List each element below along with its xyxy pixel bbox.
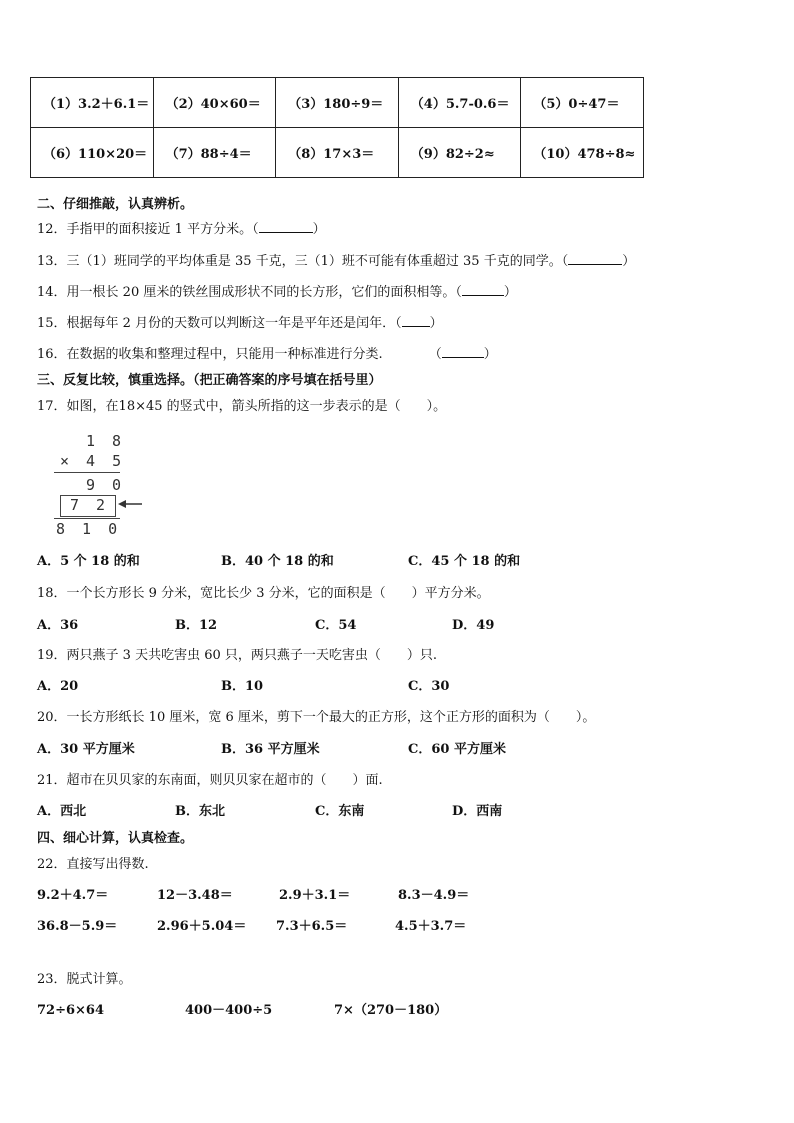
- divider-line: [54, 472, 120, 473]
- calc-item: 72÷6×64: [37, 1003, 105, 1018]
- option-b[interactable]: B．36 平方厘米: [221, 742, 320, 757]
- question-19: 19．两只燕子 3 天共吃害虫 60 只，两只燕子一天吃害虫（ ）只.: [37, 648, 438, 663]
- table-cell: （4）5.7-0.6＝: [398, 78, 521, 128]
- calc-item: 7×（270－180）: [334, 1003, 448, 1018]
- calc-item: 8.3－4.9＝: [398, 888, 470, 903]
- table-cell: （3）180÷9＝: [276, 78, 399, 128]
- question-18: 18．一个长方形长 9 分米，宽比长少 3 分米，它的面积是（ ）平方分米。: [37, 586, 490, 601]
- option-c[interactable]: C．45 个 18 的和: [408, 554, 521, 569]
- question-21: 21．超市在贝贝家的东南面，则贝贝家在超市的（ ）面.: [37, 773, 383, 788]
- question-text: 12．手指甲的面积接近 1 平方分米。（: [37, 222, 259, 237]
- question-16: 16．在数据的收集和整理过程中，只能用一种标准进行分类. （ ）: [37, 347, 497, 362]
- vertical-multiplication-figure: [48, 432, 148, 542]
- calc-item: 2.9＋3.1＝: [279, 888, 351, 903]
- answer-blank[interactable]: [462, 284, 504, 296]
- option-a[interactable]: A．西北: [37, 804, 87, 819]
- question-17: 17．如图，在18×45 的竖式中，箭头所指的这一步表示的是（ ）。: [37, 399, 447, 414]
- table-cell: （7）88÷4＝: [153, 128, 276, 178]
- question-13: 13．三（1）班同学的平均体重是 35 千克，三（1）班不可能有体重超过 35 千克的同学。（ ）: [37, 254, 636, 269]
- option-a[interactable]: A．5 个 18 的和: [37, 554, 140, 569]
- table-cell: （6）110×20＝: [31, 128, 154, 178]
- option-a[interactable]: A．36: [37, 618, 79, 633]
- answer-blank[interactable]: [259, 221, 313, 233]
- calc-item: 9.2＋4.7＝: [37, 888, 109, 903]
- option-c[interactable]: C．30: [408, 679, 450, 694]
- calc-item: 4.5＋3.7＝: [395, 919, 467, 934]
- option-b[interactable]: B．东北: [175, 804, 225, 819]
- table-row: [31, 78, 644, 128]
- table-cell: （8）17×3＝: [276, 128, 399, 178]
- option-c[interactable]: C．东南: [315, 804, 365, 819]
- section-title-4: 四、细心计算，认真检查。: [37, 831, 194, 846]
- question-text: 13．三（1）班同学的平均体重是 35 千克，三（1）班不可能有体重超过 35 千克的同学。（: [37, 254, 569, 269]
- option-b[interactable]: B．10: [221, 679, 264, 694]
- question-text: 15．根据每年 2 月份的天数可以判断这一年是平年还是闰年．（: [37, 316, 402, 331]
- question-23: 23．脱式计算。: [37, 972, 132, 987]
- table-row: [31, 128, 644, 178]
- final-product: 8 1 0: [56, 520, 122, 538]
- calc-item: 12－3.48＝: [157, 888, 233, 903]
- calc-item: 36.8－5.9＝: [37, 919, 118, 934]
- option-b[interactable]: B．12: [175, 618, 218, 633]
- arrow-left-icon: [118, 498, 144, 510]
- multiplier: × 4 5: [60, 452, 126, 470]
- question-22: 22．直接写出得数.: [37, 857, 149, 872]
- table-cell: （1）3.2＋6.1＝: [31, 78, 154, 128]
- question-14: 14．用一根长 20 厘米的铁丝围成形状不同的长方形，它们的面积相等。（ ）: [37, 285, 517, 300]
- partial-product-2: 7 2: [70, 496, 110, 514]
- option-a[interactable]: A．30 平方厘米: [37, 742, 135, 757]
- option-d[interactable]: D．49: [452, 618, 495, 633]
- calc-item: 400－400÷5: [185, 1003, 273, 1018]
- table-cell: （10）478÷8≈: [521, 128, 644, 178]
- partial-product-1: 9 0: [86, 476, 126, 494]
- option-c[interactable]: C．60 平方厘米: [408, 742, 506, 757]
- table-cell: （2）40×60＝: [153, 78, 276, 128]
- answer-blank[interactable]: [402, 315, 430, 327]
- option-d[interactable]: D．西南: [452, 804, 503, 819]
- table-cell: （5）0÷47＝: [521, 78, 644, 128]
- divider-line: [54, 518, 120, 519]
- calc-item: 2.96＋5.04＝: [157, 919, 247, 934]
- option-b[interactable]: B．40 个 18 的和: [221, 554, 334, 569]
- answer-blank[interactable]: [568, 253, 622, 265]
- calc-table: [30, 77, 644, 178]
- question-20: 20．一长方形纸长 10 厘米，宽 6 厘米，剪下一个最大的正方形，这个正方形的面积为（ ）。: [37, 710, 596, 725]
- answer-blank[interactable]: [442, 346, 484, 358]
- question-text: 14．用一根长 20 厘米的铁丝围成形状不同的长方形，它们的面积相等。（: [37, 285, 462, 300]
- section-title-2: 二、仔细推敲，认真辨析。: [37, 197, 194, 212]
- question-15: 15．根据每年 2 月份的天数可以判断这一年是平年还是闰年．（ ）: [37, 316, 443, 331]
- option-c[interactable]: C．54: [315, 618, 357, 633]
- question-text: 16．在数据的收集和整理过程中，只能用一种标准进行分类.: [37, 347, 383, 362]
- multiplicand: 1 8: [86, 432, 126, 450]
- section-title-3: 三、反复比较，慎重选择。（把正确答案的序号填在括号里）: [37, 373, 382, 388]
- question-12: 12．手指甲的面积接近 1 平方分米。（ ）: [37, 222, 326, 237]
- table-cell: （9）82÷2≈: [398, 128, 521, 178]
- calc-item: 7.3＋6.5＝: [276, 919, 348, 934]
- option-a[interactable]: A．20: [37, 679, 79, 694]
